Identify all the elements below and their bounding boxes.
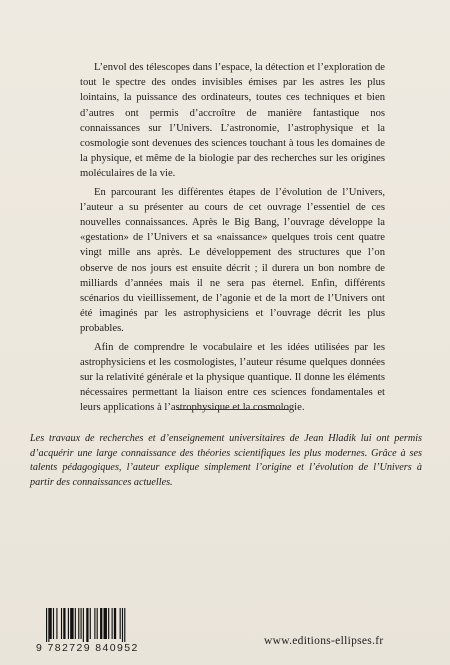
paragraph-1: L’envol des télescopes dans l’espace, la détection et l’exploration de tout le spectre des ondes invisibles émises par les astres les plus lointains, la puissance des ordinateurs, toutes ces techniques et bien d’autres ont permis d’accroître de manière fantastique nos connaissances sur l’Univers. L’astronomie, l’astrophysique et la cosmologie sont devenues des sciences touchant à tous les domaines de la physique, et même de la biologie par des recherches sur les origines moléculaires de la vie. <box>80 62 385 180</box>
paragraph-2: En parcourant les différentes étapes de l’évolution de l’Univers, l’auteur a su présenter au cours de cet ouvrage l’essentiel de ces nouvelles connaissances. Après le Big Bang, l’ouvrage développe la «gestation» de l’Univers et sa «naissance» quelques trois cent quatre vingt mille ans après. Le développement des structures que l’on observe de nos jours est ensuite décrit ; il durera un bon nombre de milliards d’années mais il ne sera pas éternel. Enfin, différents scénarios du vieillissement, de l’agonie et de la mort de l’Univers ont été imaginés par les astrophysiciens et l’ouvrage décrit les plus probables. <box>80 186 385 335</box>
barcode-bar <box>49 608 51 639</box>
barcode-bar <box>97 608 98 639</box>
description-text <box>80 60 385 419</box>
barcode-bar <box>120 608 121 639</box>
barcode-bar <box>100 608 102 639</box>
barcode-bar <box>63 608 65 639</box>
barcode-bars <box>36 608 166 642</box>
barcode-bar <box>70 608 73 639</box>
barcode-bar <box>114 608 116 639</box>
publisher-website: www.editions-ellipses.fr <box>264 635 384 647</box>
author-bio: Les travaux de recherches et d’enseignement universitaires de Jean Hladik lui ont permis d’acquérir une large connaissance des théories scientifiques les plus modernes. Grâce à ses talents pédagogiques, l’auteur explique simplement l’origine et l’évolution de l’Univers à partir des connaissances actuelles. <box>30 433 422 488</box>
barcode-bar <box>90 608 91 639</box>
barcode-bar <box>122 608 123 642</box>
barcode-bar <box>56 608 57 639</box>
barcode-bar <box>94 608 95 639</box>
barcode-bar <box>78 608 79 639</box>
barcode-bar <box>75 608 76 639</box>
barcode-bar <box>81 608 82 639</box>
isbn-barcode <box>36 608 166 658</box>
barcode-bar <box>104 608 107 639</box>
barcode-bar <box>108 608 109 639</box>
barcode-bar <box>83 608 84 642</box>
barcode-digits: 9 782729 840952 <box>36 642 139 654</box>
barcode-bar <box>112 608 113 639</box>
barcode-bar <box>46 608 47 642</box>
barcode-bar <box>48 608 49 642</box>
barcode-bar <box>68 608 69 639</box>
barcode-bar <box>86 608 88 642</box>
divider-line <box>176 409 289 410</box>
paragraph-3: Afin de comprendre le vocabulaire et les idées utilisées par les astrophysiciens et les cosmologistes, l’auteur résume quelques données sur la relativité générale et la physique quantique. Il donne les éléments nécessaires permettant la liaison entre ces sciences fondamentales et leurs applications à l’astrophysique et la cosmologie. <box>80 341 385 414</box>
barcode-bar <box>61 608 62 639</box>
barcode-bar <box>53 608 54 639</box>
barcode-bar <box>124 608 125 642</box>
